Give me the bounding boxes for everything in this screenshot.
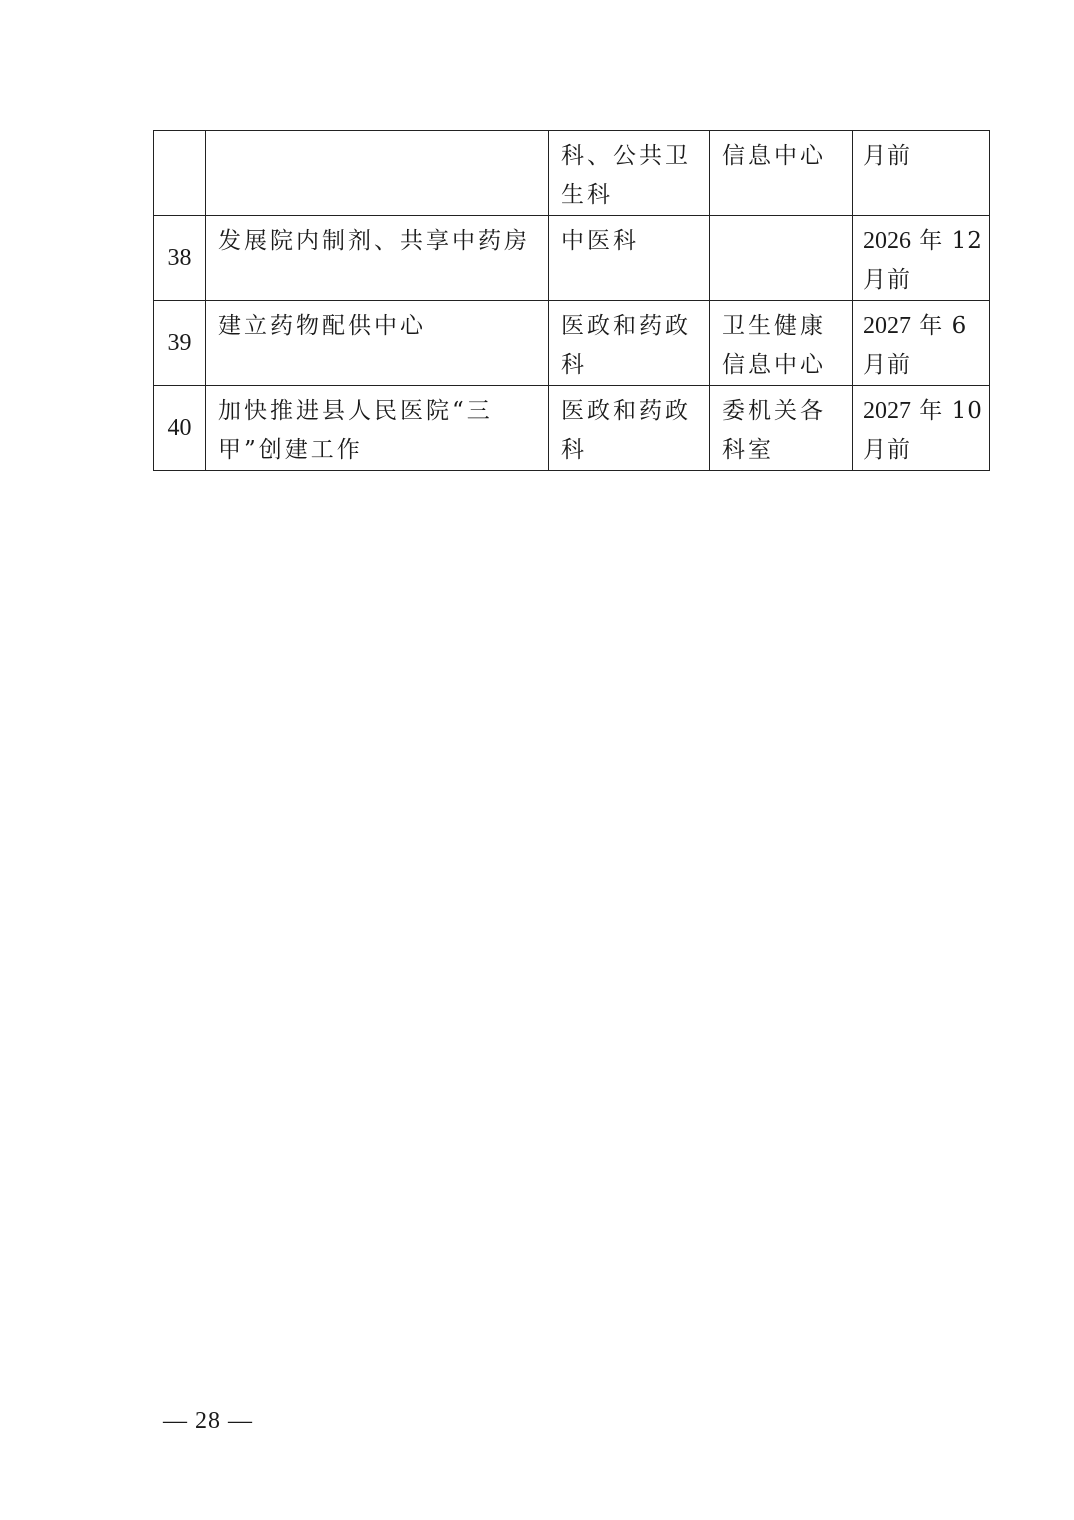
lead-department-cell: 中医科 (549, 216, 710, 301)
table-row (154, 301, 990, 386)
deadline-cell (853, 131, 990, 216)
deadline-text: 月前 (863, 143, 911, 169)
table-row (154, 131, 990, 216)
deadline-text: 年 6 月前 (863, 313, 968, 378)
deadline-cell (853, 216, 990, 301)
task-cell: 发展院内制剂、共享中药房 (206, 216, 549, 301)
row-number (154, 131, 206, 216)
deadline-year: 2026 (863, 228, 911, 254)
lead-department-cell: 医政和药政科 (549, 301, 710, 386)
deadline-text: 年 12 月前 (863, 228, 983, 293)
page-number: — 28 — (163, 1408, 253, 1434)
deadline-text: 年 10 月前 (863, 398, 983, 463)
assisting-department-cell: 卫生健康信息中心 (710, 301, 853, 386)
task-table (153, 130, 990, 471)
deadline-cell (853, 386, 990, 471)
row-number: 38 (154, 216, 206, 301)
task-cell (206, 131, 549, 216)
assisting-department-cell: 信息中心 (710, 131, 853, 216)
table-row (154, 386, 990, 471)
task-cell: 加快推进县人民医院“三甲”创建工作 (206, 386, 549, 471)
row-number: 40 (154, 386, 206, 471)
lead-department-cell: 医政和药政科 (549, 386, 710, 471)
row-number: 39 (154, 301, 206, 386)
assisting-department-cell: 委机关各科室 (710, 386, 853, 471)
task-cell: 建立药物配供中心 (206, 301, 549, 386)
deadline-cell (853, 301, 990, 386)
deadline-year: 2027 (863, 398, 911, 424)
lead-department-cell: 科、公共卫生科 (549, 131, 710, 216)
assisting-department-cell (710, 216, 853, 301)
table-row (154, 216, 990, 301)
deadline-year: 2027 (863, 313, 911, 339)
